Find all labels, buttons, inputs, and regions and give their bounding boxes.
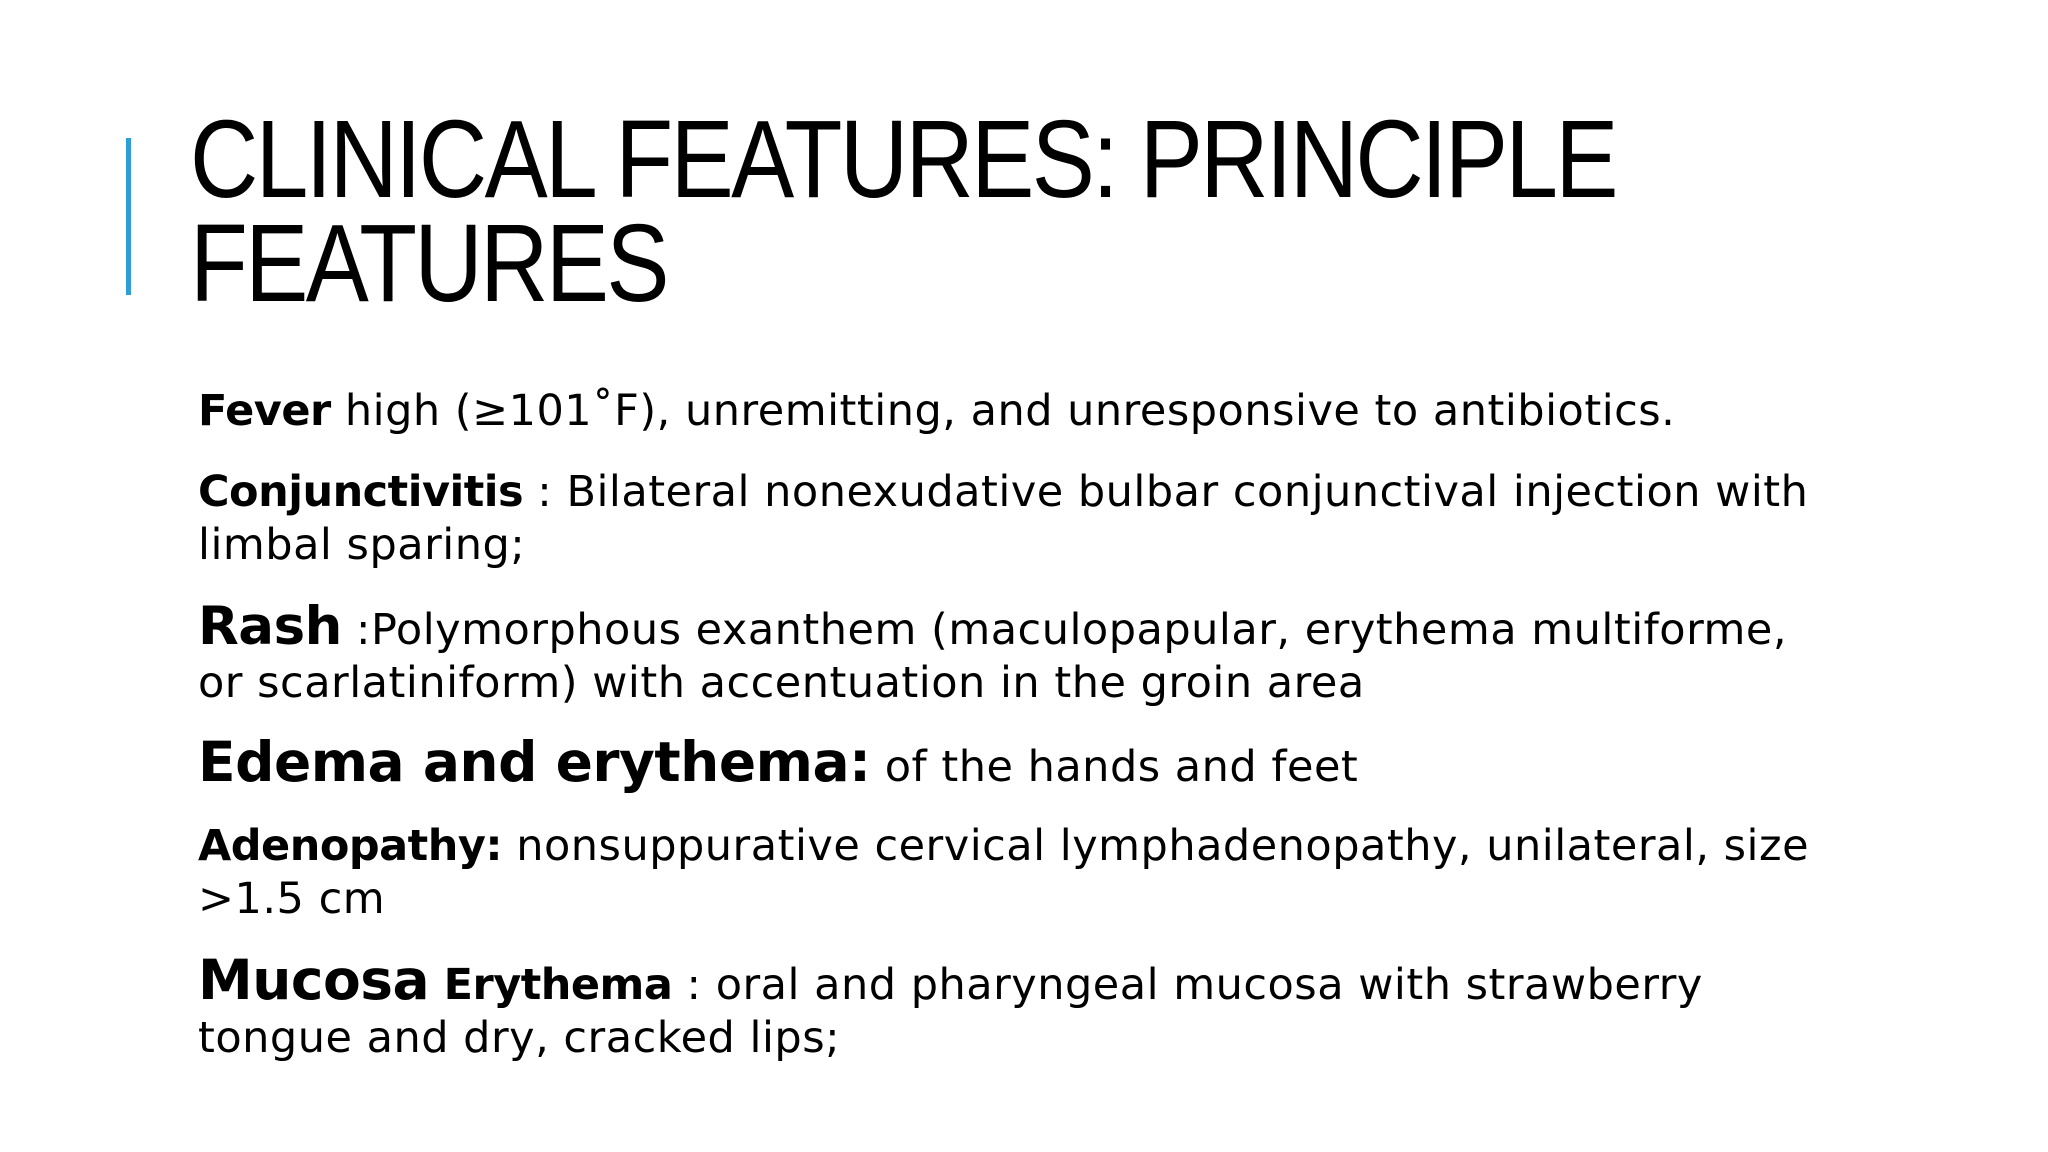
feature-term: Edema and erythema: (198, 730, 871, 794)
slide-title (190, 98, 1652, 325)
feature-item-mucosa (198, 948, 1818, 1065)
feature-item-fever (198, 385, 1818, 438)
feature-description: of the hands and feet (870, 742, 1359, 792)
feature-description: : oral and pharyngeal mucosa with strawberry tongue and dry, cracked lips; (198, 960, 1703, 1063)
slide-title-line-1: CLINICAL FEATURES: PRINCIPLE (190, 98, 1616, 221)
feature-item-edema (198, 730, 1818, 794)
title-accent-bar (126, 138, 131, 295)
feature-term: Rash (198, 596, 342, 657)
feature-term: Adenopathy: (198, 821, 503, 871)
feature-description: : Bilateral nonexudative bulbar conjunctival injection with limbal sparing; (198, 467, 1809, 570)
feature-item-conjunctivitis (198, 466, 1818, 572)
feature-term-secondary: Erythema (429, 960, 673, 1010)
feature-item-rash (198, 596, 1818, 710)
feature-term: Conjunctivitis (198, 467, 524, 517)
slide-title-line-2: FEATURES (190, 202, 667, 325)
feature-item-adenopathy (198, 820, 1818, 926)
feature-list (198, 385, 1818, 1065)
feature-description: high (≥101˚F), unremitting, and unresponsive to antibiotics. (330, 386, 1676, 436)
feature-description: :Polymorphous exanthem (maculopapular, erythema multiforme, or scarlatiniform) with accentuation in the groin area (198, 605, 1788, 708)
feature-term: Mucosa (198, 948, 430, 1012)
feature-description: nonsuppurative cervical lymphadenopathy, unilateral, size >1.5 cm (198, 821, 1810, 924)
feature-term: Fever (198, 386, 331, 436)
